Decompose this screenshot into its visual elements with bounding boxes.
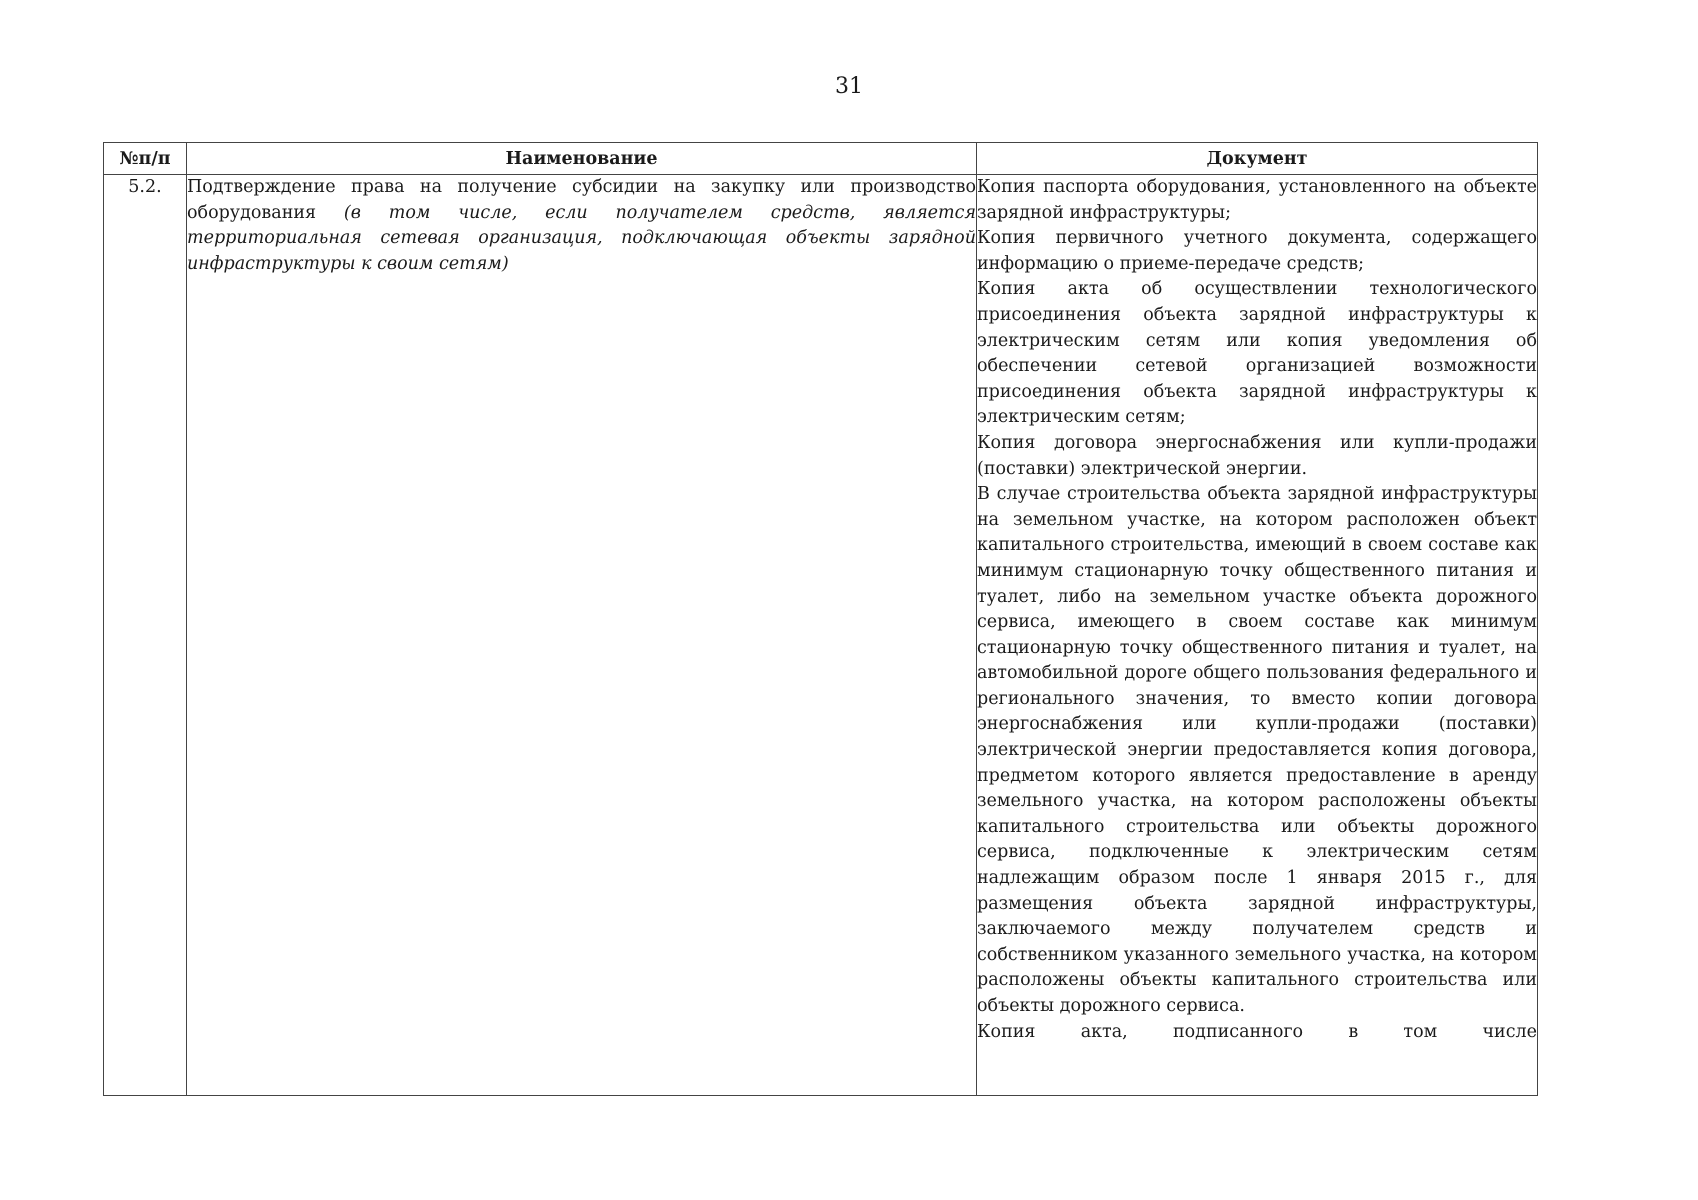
header-number: №п/п — [104, 143, 187, 175]
header-name: Наименование — [187, 143, 977, 175]
document-item: В случае строительства объекта зарядной инфраструктуры на земельном участке, на котором расположен объект капитального строительства, имеющий в своем составе как минимум стационарную точку общественного питания и туалет, либо на земельном участке объекта дорожного сервиса, имеющего в своем составе как минимум стационарную точку общественного питания и туалет, на автомобильной дороге общего пользования федерального и регионального значения, то вместо копии договора энергоснабжения или купли-продажи (поставки) электрической энергии предоставляется копия договора, предметом которого является предоставление в аренду земельного участка, на котором расположены объекты капитального строительства или объекты дорожного сервиса, подключенные к электрическим сетям надлежащим образом после 1 января 2015 г., для размещения объекта зарядной инфраструктуры, заключаемого между получателем средств и собственником указанного земельного участка, на котором расположены объекты капитального строительства или объекты дорожного сервиса. — [977, 484, 1537, 1016]
document-item-continued: Копия акта, подписанного в том числе — [977, 1021, 1537, 1042]
table-row — [104, 175, 1538, 1096]
row-name-italic-note: (в том числе, если получателем средств, является территориальная сетевая организация, подключающая объекты зарядной инфраструктуры к своим сетям) — [187, 202, 977, 274]
row-name-regular: Подтверждение права на получение субсидии на закупку или производство оборудования — [187, 177, 976, 223]
row-number: 5.2. — [104, 175, 187, 1096]
document-item: Копия акта об осуществлении технологического присоединения объекта зарядной инфраструктуры к электрическим сетям или копия уведомления об обеспечении сетевой организацией возможности присоединения объекта зарядной инфраструктуры к электрическим сетям; — [977, 279, 1537, 428]
requirements-table — [103, 142, 1538, 1096]
row-name-cell — [187, 175, 977, 1096]
document-item: Копия первичного учетного документа, содержащего информацию о приеме-передаче средств; — [977, 228, 1537, 274]
table-header-row — [104, 143, 1538, 175]
document-item: Копия паспорта оборудования, установленного на объекте зарядной инфраструктуры; — [977, 177, 1537, 223]
row-documents-cell — [977, 175, 1538, 1096]
page-number: 31 — [835, 74, 863, 99]
row-name-text — [187, 175, 976, 277]
header-document: Документ — [977, 143, 1538, 175]
document-item: Копия договора энергоснабжения или купли-продажи (поставки) электрической энергии. — [977, 432, 1537, 479]
